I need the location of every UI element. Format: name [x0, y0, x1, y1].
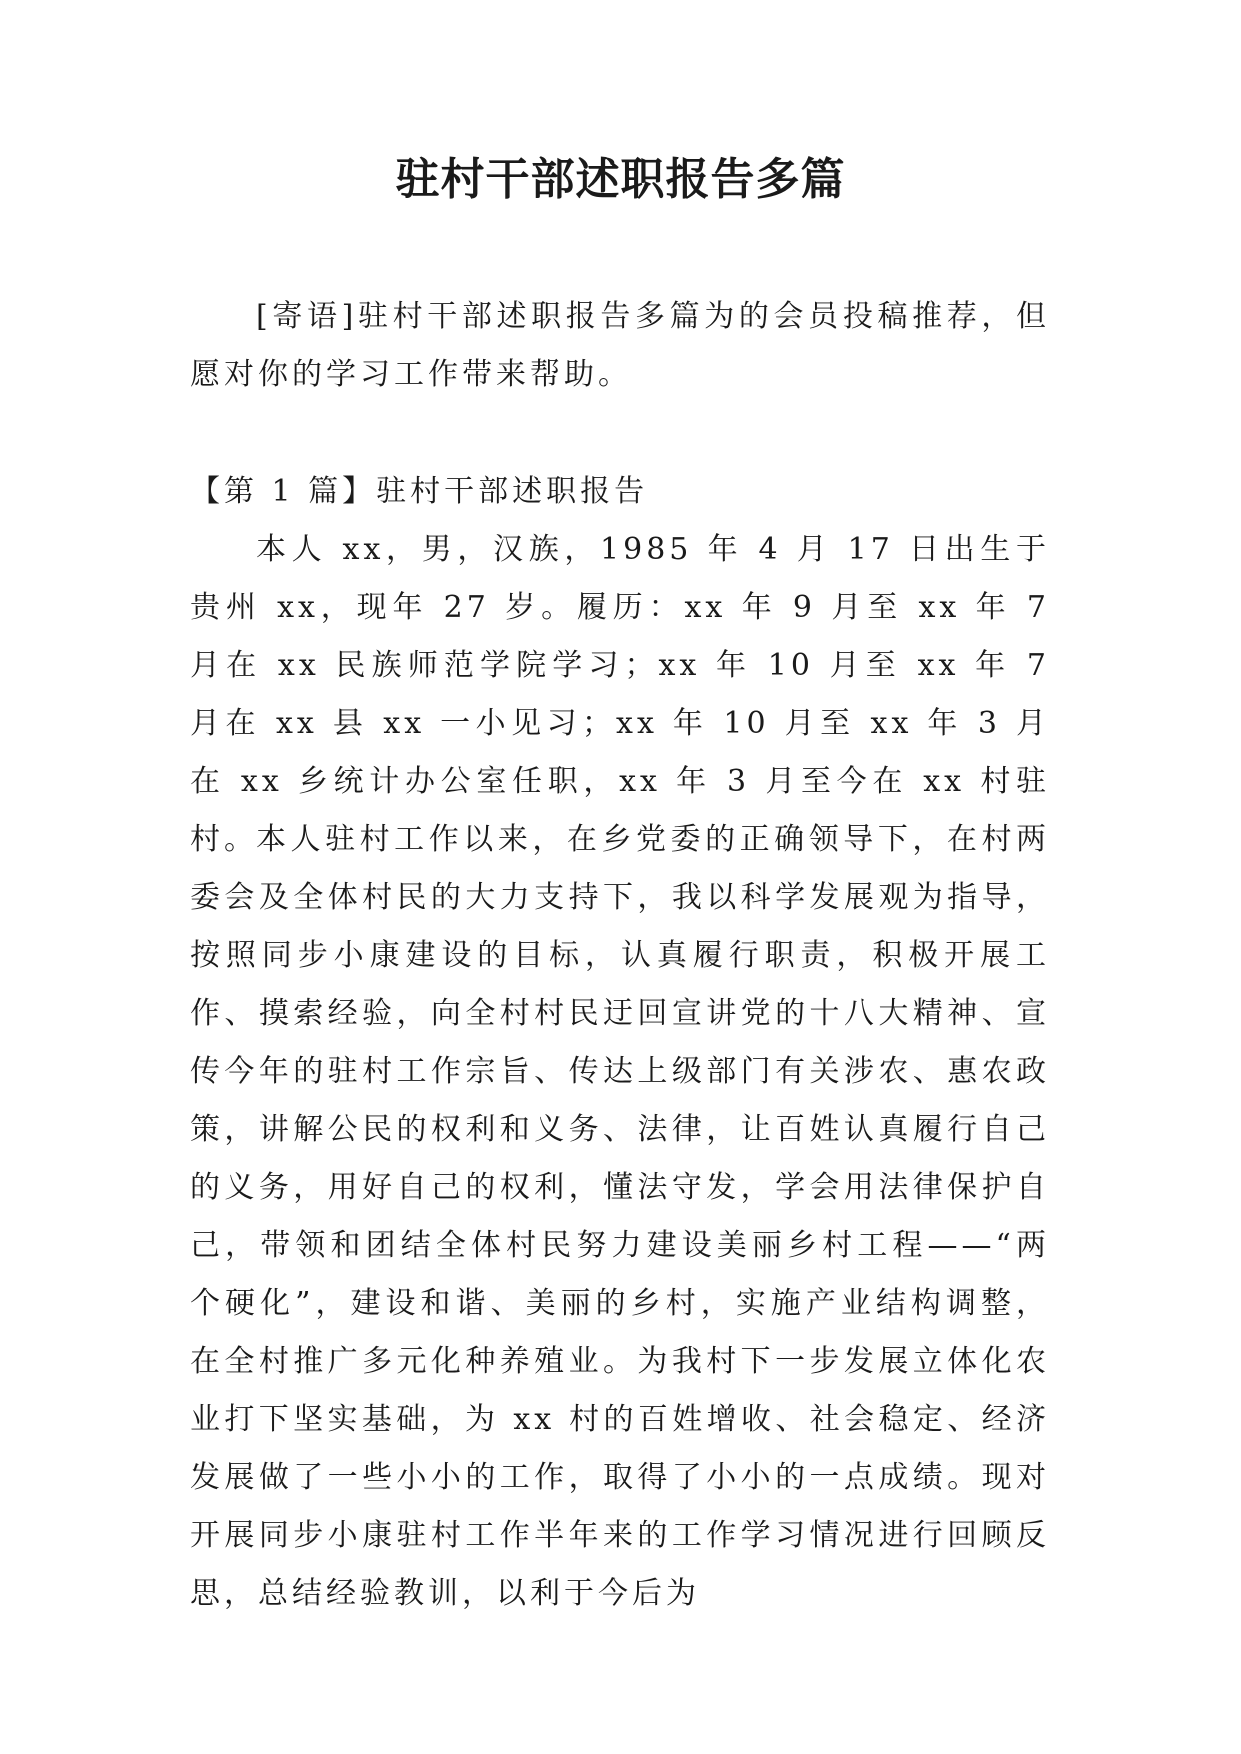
- section-heading: 【第 1 篇】驻村干部述职报告: [190, 474, 649, 509]
- body-paragraph: 本人驻村工作以来，在乡党委的正确领导下，在村两委会及全体村民的大力支持下，我以科学发展观为指导，按照同步小康建设的目标，认真履行职责，积极开展工作、摸索经验，向全村村民迂回宣讲党的十八大精神、宣传今年的驻村工作宗旨、传达上级部门有关涉农、惠农政策，讲解公民的权利和义务、法律，让百姓认真履行自己的义务，用好自己的权利，懂法守发，学会用法律保护自己，带领和团结全体村民努力建设美丽乡村工程——“两个硬化”，建设和谐、美丽的乡村，实施产业结构调整，在全村推广多元化种养殖业。为我村下一步发展立体化农业打下坚实基础，为 xx 村的百姓增收、社会稳定、经济发展做了一些小小的工作，取得了小小的一点成绩。现对开展同步小康驻村工作半年来的工作学习情况进行回顾反思，总结经验教训，以利于今后为: [190, 822, 1050, 1611]
- document-title: 驻村干部述职报告多篇: [395, 154, 846, 205]
- intro-paragraph: [寄语]驻村干部述职报告多篇为的会员投稿推荐，但愿对你的学习工作带来帮助。: [190, 299, 1050, 392]
- body-paragraph: 本人 xx，男，汉族，1985 年 4 月 17 日出生于贵州 xx，现年 27 岁。履历：xx 年 9 月至 xx 年 7 月在 xx 民族师范学院学习；xx 年 10 月至 xx 年 7 月在 xx 县 xx 一小见习；xx 年 10 月至 xx 年 3 月在 xx 乡统计办公室任职，xx 年 3 月至今在 xx 村驻村。: [190, 532, 1050, 857]
